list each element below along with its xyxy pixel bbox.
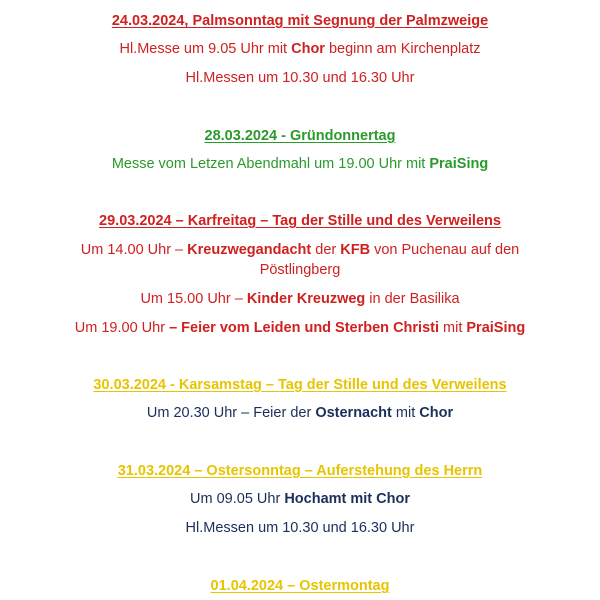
- karfreitag-kreuzweg-line: [20, 241, 580, 259]
- text: von Puchenau auf den: [370, 242, 520, 258]
- kfb-emphasis: KFB: [340, 242, 371, 258]
- text: Um 19.00 Uhr: [74, 320, 170, 336]
- feier-emphasis: – Feier vom Leiden und Sterben Christi: [169, 320, 439, 336]
- karsamstag-heading: 30.03.2024 - Karsamstag – Tag der Stille und des Verweilens: [93, 377, 507, 393]
- palmsonntag-mass-line: [20, 40, 580, 58]
- palmsonntag-masses-line: Hl.Messen um 10.30 und 16.30 Uhr: [185, 70, 415, 86]
- gruendonnerstag-heading: 28.03.2024 - Gründonnertag: [204, 128, 396, 144]
- text: Hl.Messe um 9.05 Uhr mit: [119, 41, 292, 57]
- karfreitag-kinder-line: [20, 290, 580, 308]
- karsamstag-osternacht-line: [20, 404, 580, 422]
- ostersonntag-masses-line: Hl.Messen um 10.30 und 16.30 Uhr: [185, 520, 415, 536]
- text: Messe vom Letzen Abendmahl um 19.00 Uhr mit: [111, 156, 430, 172]
- ostersonntag-heading: 31.03.2024 – Ostersonntag – Auferstehung des Herrn: [117, 463, 483, 479]
- choir-emphasis: Chor: [419, 405, 454, 421]
- text: in der Basilika: [365, 291, 460, 307]
- karfreitag-kreuzweg-line-cont: Pöstlingberg: [259, 262, 341, 278]
- gruendonnerstag-mass-line: [20, 155, 580, 173]
- choir-emphasis: Chor: [291, 41, 325, 57]
- text: Um 09.05 Uhr: [190, 491, 285, 507]
- kinder-kreuzweg-emphasis: Kinder Kreuzweg: [246, 291, 366, 307]
- text: mit: [391, 405, 420, 421]
- kreuzwegandacht-emphasis: Kreuzwegandacht: [187, 242, 312, 258]
- karfreitag-heading: 29.03.2024 – Karfreitag – Tag der Stille und des Verweilens: [99, 213, 501, 229]
- osternacht-emphasis: Osternacht: [315, 405, 392, 421]
- ostersonntag-hochamt-line: [20, 490, 580, 508]
- praising-emphasis: PraiSing: [429, 156, 489, 172]
- text: Um 15.00 Uhr –: [140, 291, 247, 307]
- text: beginn am Kirchenplatz: [324, 41, 481, 57]
- palmsonntag-heading: 24.03.2024, Palmsonntag mit Segnung der Palmzweige: [111, 13, 489, 29]
- text: Um 20.30 Uhr – Feier der: [146, 405, 316, 421]
- praising-emphasis: PraiSing: [466, 320, 526, 336]
- hochamt-emphasis: Hochamt mit Chor: [284, 491, 410, 507]
- text: Um 14.00 Uhr –: [80, 242, 188, 258]
- karfreitag-feier-line: [20, 319, 580, 337]
- text: der: [311, 242, 341, 258]
- ostermontag-heading: 01.04.2024 – Ostermontag: [210, 578, 390, 594]
- text: mit: [439, 320, 467, 336]
